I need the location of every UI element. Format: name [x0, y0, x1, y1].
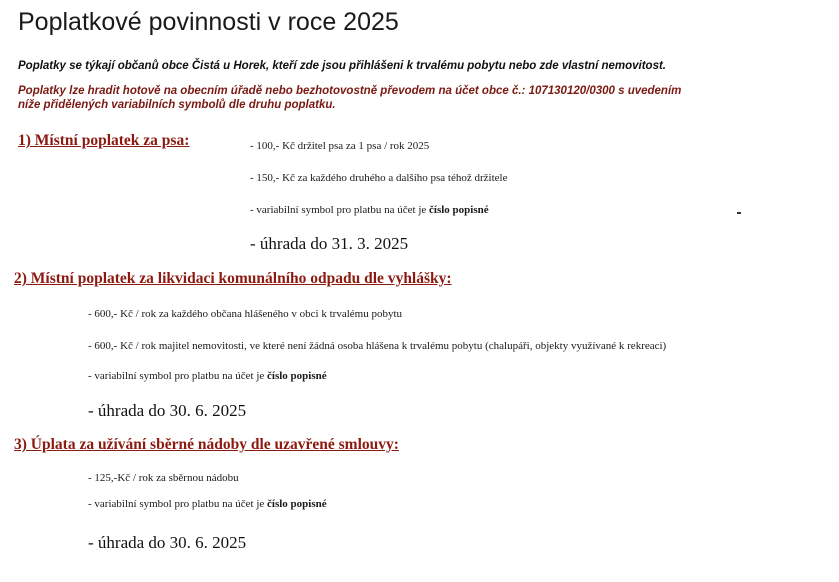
payment-info-line-2: níže přidělených variabilních symbolů dle druhu poplatku.	[18, 99, 336, 111]
payment-info	[18, 84, 818, 112]
page-title: Poplatkové povinnosti v roce 2025	[18, 8, 399, 36]
section-1-item: - 150,- Kč za každého druhého a dalšího psa téhož držitele	[250, 172, 508, 184]
payment-info-line-1: Poplatky lze hradit hotově na obecním úřadě nebo bezhotovostně převodem na účet obce č.: 107130120/0300 s uvedením	[18, 85, 682, 97]
section-3-item: - 125,-Kč / rok za sběrnou nádobu	[88, 472, 239, 484]
section-2-variable-symbol: - variabilní symbol pro platbu na účet je číslo popisné	[88, 370, 327, 382]
section-1-due-date: - úhrada do 31. 3. 2025	[250, 234, 409, 253]
section-3-due-date: - úhrada do 30. 6. 2025	[88, 533, 247, 552]
stray-mark	[737, 212, 741, 214]
section-2-due-date: - úhrada do 30. 6. 2025	[88, 401, 247, 420]
section-1-item: - 100,- Kč držitel psa za 1 psa / rok 2025	[250, 140, 430, 152]
intro-text: Poplatky se týkají občanů obce Čistá u Horek, kteří zde jsou přihlášeni k trvalému pobytu nebo zde vlastní nemovitost.	[18, 60, 666, 72]
section-1-variable-symbol: - variabilní symbol pro platbu na účet je číslo popisné	[250, 204, 489, 216]
section-1-heading: 1) Místní poplatek za psa:	[18, 132, 190, 149]
section-3-heading: 3) Úplata za užívání sběrné nádoby dle uzavřené smlouvy:	[14, 436, 399, 453]
section-2-item: - 600,- Kč / rok majitel nemovitosti, ve které není žádná osoba hlášena k trvalému pobytu (chalupáři, objekty využívané k rekreaci)	[88, 340, 667, 352]
section-2-heading: 2) Místní poplatek za likvidaci komunálního odpadu dle vyhlášky:	[14, 270, 452, 287]
section-3-variable-symbol: - variabilní symbol pro platbu na účet je číslo popisné	[88, 498, 327, 510]
section-2-item: - 600,- Kč / rok za každého občana hlášeného v obci k trvalému pobytu	[88, 308, 403, 320]
